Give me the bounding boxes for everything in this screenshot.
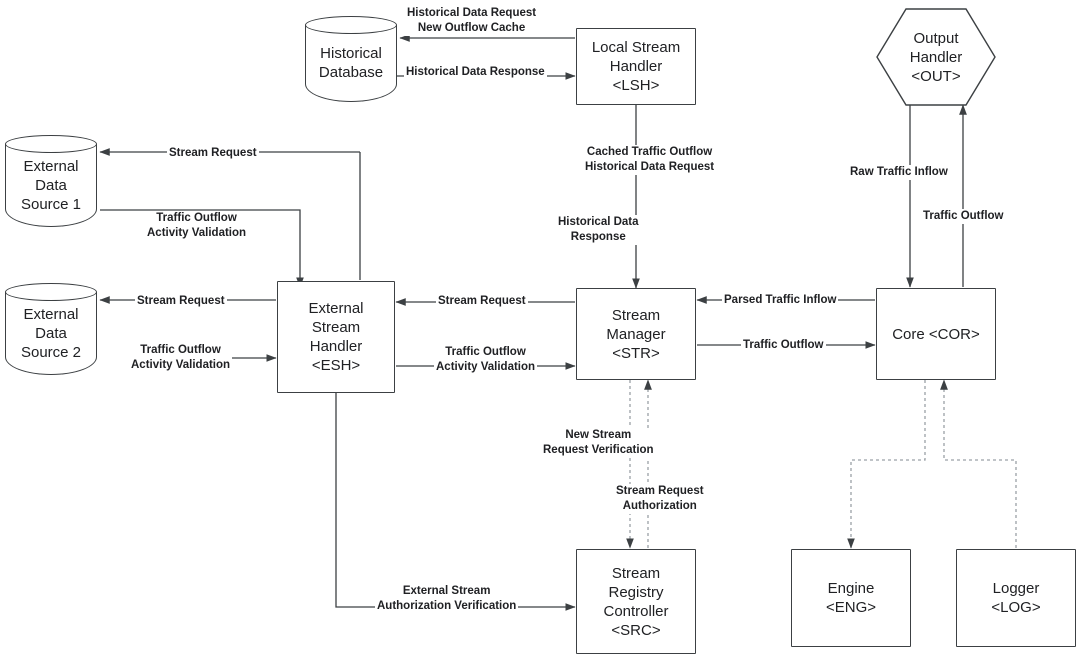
edge-label-traffic-outflow-str-cor	[741, 338, 826, 353]
node-label-line: <STR>	[612, 344, 660, 362]
node-label	[876, 8, 996, 106]
edge-label-line: Historical Data Request	[585, 161, 715, 173]
node-label-line: Output	[913, 29, 959, 47]
node-logger	[956, 549, 1076, 647]
node-label-line: Source 2	[20, 343, 82, 361]
edge-label-line: Stream Request	[438, 295, 526, 307]
edge-label-line: External Stream	[402, 585, 491, 597]
node-label-line: Source 1	[20, 195, 82, 213]
edge-label-traffic-outflow-activity-validation-eds2	[129, 343, 232, 373]
edge-label-line: Traffic Outflow	[445, 346, 526, 358]
node-label-line: Database	[318, 64, 384, 81]
edge-label-historical-data-request-new-outflow-cache	[405, 6, 538, 36]
node-external-data-source-1	[5, 135, 97, 227]
node-output-handler	[876, 8, 996, 106]
edge-label-line: Raw Traffic Inflow	[850, 166, 948, 178]
edge-label-line: Stream Request	[137, 295, 225, 307]
node-label-line: Core <COR>	[892, 325, 980, 343]
edge-label-line: Historical Data Response	[406, 66, 545, 78]
edge-label-stream-request-esh-str	[436, 294, 528, 309]
node-label-line: <LSH>	[612, 77, 660, 94]
node-label-line: Manager	[606, 325, 666, 343]
node-historical-database	[305, 16, 397, 102]
node-stream-registry-controller	[576, 549, 696, 654]
edge-label-line: Stream Request	[169, 147, 257, 159]
node-label-line: Local Stream	[591, 39, 681, 56]
node-label-line: Stream	[611, 564, 661, 582]
edge-label-line: Activity Validation	[147, 227, 247, 239]
edge-label-parsed-traffic-inflow	[722, 293, 838, 308]
node-label-line: Engine	[827, 580, 875, 597]
node-label-line: <LOG>	[991, 599, 1041, 616]
node-label-line: <SRC>	[611, 621, 661, 639]
edge-label-line: Authorization	[622, 500, 697, 512]
edge-label-traffic-outflow-activity-validation-esh-str	[434, 345, 537, 375]
node-label-line: External	[308, 300, 364, 317]
node-label-line: Handler	[909, 48, 963, 66]
node-label-line: Controller	[603, 602, 669, 620]
node-external-data-source-2	[5, 283, 97, 375]
edge-label-line: Response	[570, 231, 626, 243]
edge-label-line: Activity Validation	[436, 361, 536, 373]
edge-label-stream-request-eds2	[135, 294, 227, 309]
edge-label-line: Activity Validation	[131, 359, 231, 371]
node-label	[5, 283, 97, 375]
node-label-line: Data	[35, 176, 67, 194]
node-label	[5, 135, 97, 227]
node-engine	[791, 549, 911, 647]
edge-label-line: Traffic Outflow	[140, 344, 221, 356]
edge-label-line: Authorization Verification	[377, 600, 517, 612]
edge-label-line: Traffic Outflow	[156, 212, 237, 224]
edge-label-line: New Outflow Cache	[417, 22, 526, 34]
node-core	[876, 288, 996, 380]
node-label-line: <ENG>	[825, 599, 877, 616]
edge-label-line: Request Verification	[543, 444, 654, 456]
edge-label-line: Traffic Outflow	[743, 339, 824, 351]
edge-label-line: Cached Traffic Outflow	[586, 146, 713, 158]
edge-label-historical-data-response-mid	[556, 215, 641, 245]
edge-label-raw-traffic-inflow	[848, 165, 950, 180]
node-label-line: Historical	[320, 45, 382, 62]
node-label-line: Logger	[992, 580, 1040, 597]
node-label-line: Stream	[311, 319, 361, 336]
node-external-stream-handler	[277, 281, 395, 393]
edge-label-line: New Stream	[565, 429, 632, 441]
node-label-line: Handler	[609, 58, 663, 75]
node-local-stream-handler	[576, 28, 696, 105]
edge-label-line: Stream Request	[616, 485, 704, 497]
node-label-line: External	[23, 305, 79, 323]
node-label-line: Handler	[309, 338, 363, 355]
edge-label-stream-request-eds1	[167, 146, 259, 161]
edge-label-external-stream-authorization-verification	[375, 584, 518, 614]
node-stream-manager	[576, 288, 696, 380]
edge-label-line: Parsed Traffic Inflow	[724, 294, 837, 306]
node-label-line: Registry	[608, 583, 664, 601]
edge-label-line: Historical Data Request	[407, 7, 537, 19]
edge-label-historical-data-response-top	[404, 65, 547, 80]
edge-label-traffic-outflow-activity-validation-eds1	[145, 211, 248, 241]
node-label	[305, 16, 397, 102]
edge-label-line: Traffic Outflow	[923, 210, 1004, 222]
node-label-line: Data	[35, 324, 67, 342]
edge-label-cached-traffic-outflow-historical-data-request	[583, 145, 716, 175]
edge-label-stream-request-authorization	[614, 484, 706, 514]
node-label-line: Stream	[611, 306, 661, 324]
node-label-line: <OUT>	[911, 67, 961, 85]
node-label-line: <ESH>	[311, 357, 361, 374]
edge-label-new-stream-request-verification	[541, 428, 656, 458]
edge-label-line: Historical Data	[558, 216, 639, 228]
edge-label-traffic-outflow-out	[921, 209, 1006, 224]
node-label-line: External	[23, 157, 79, 175]
